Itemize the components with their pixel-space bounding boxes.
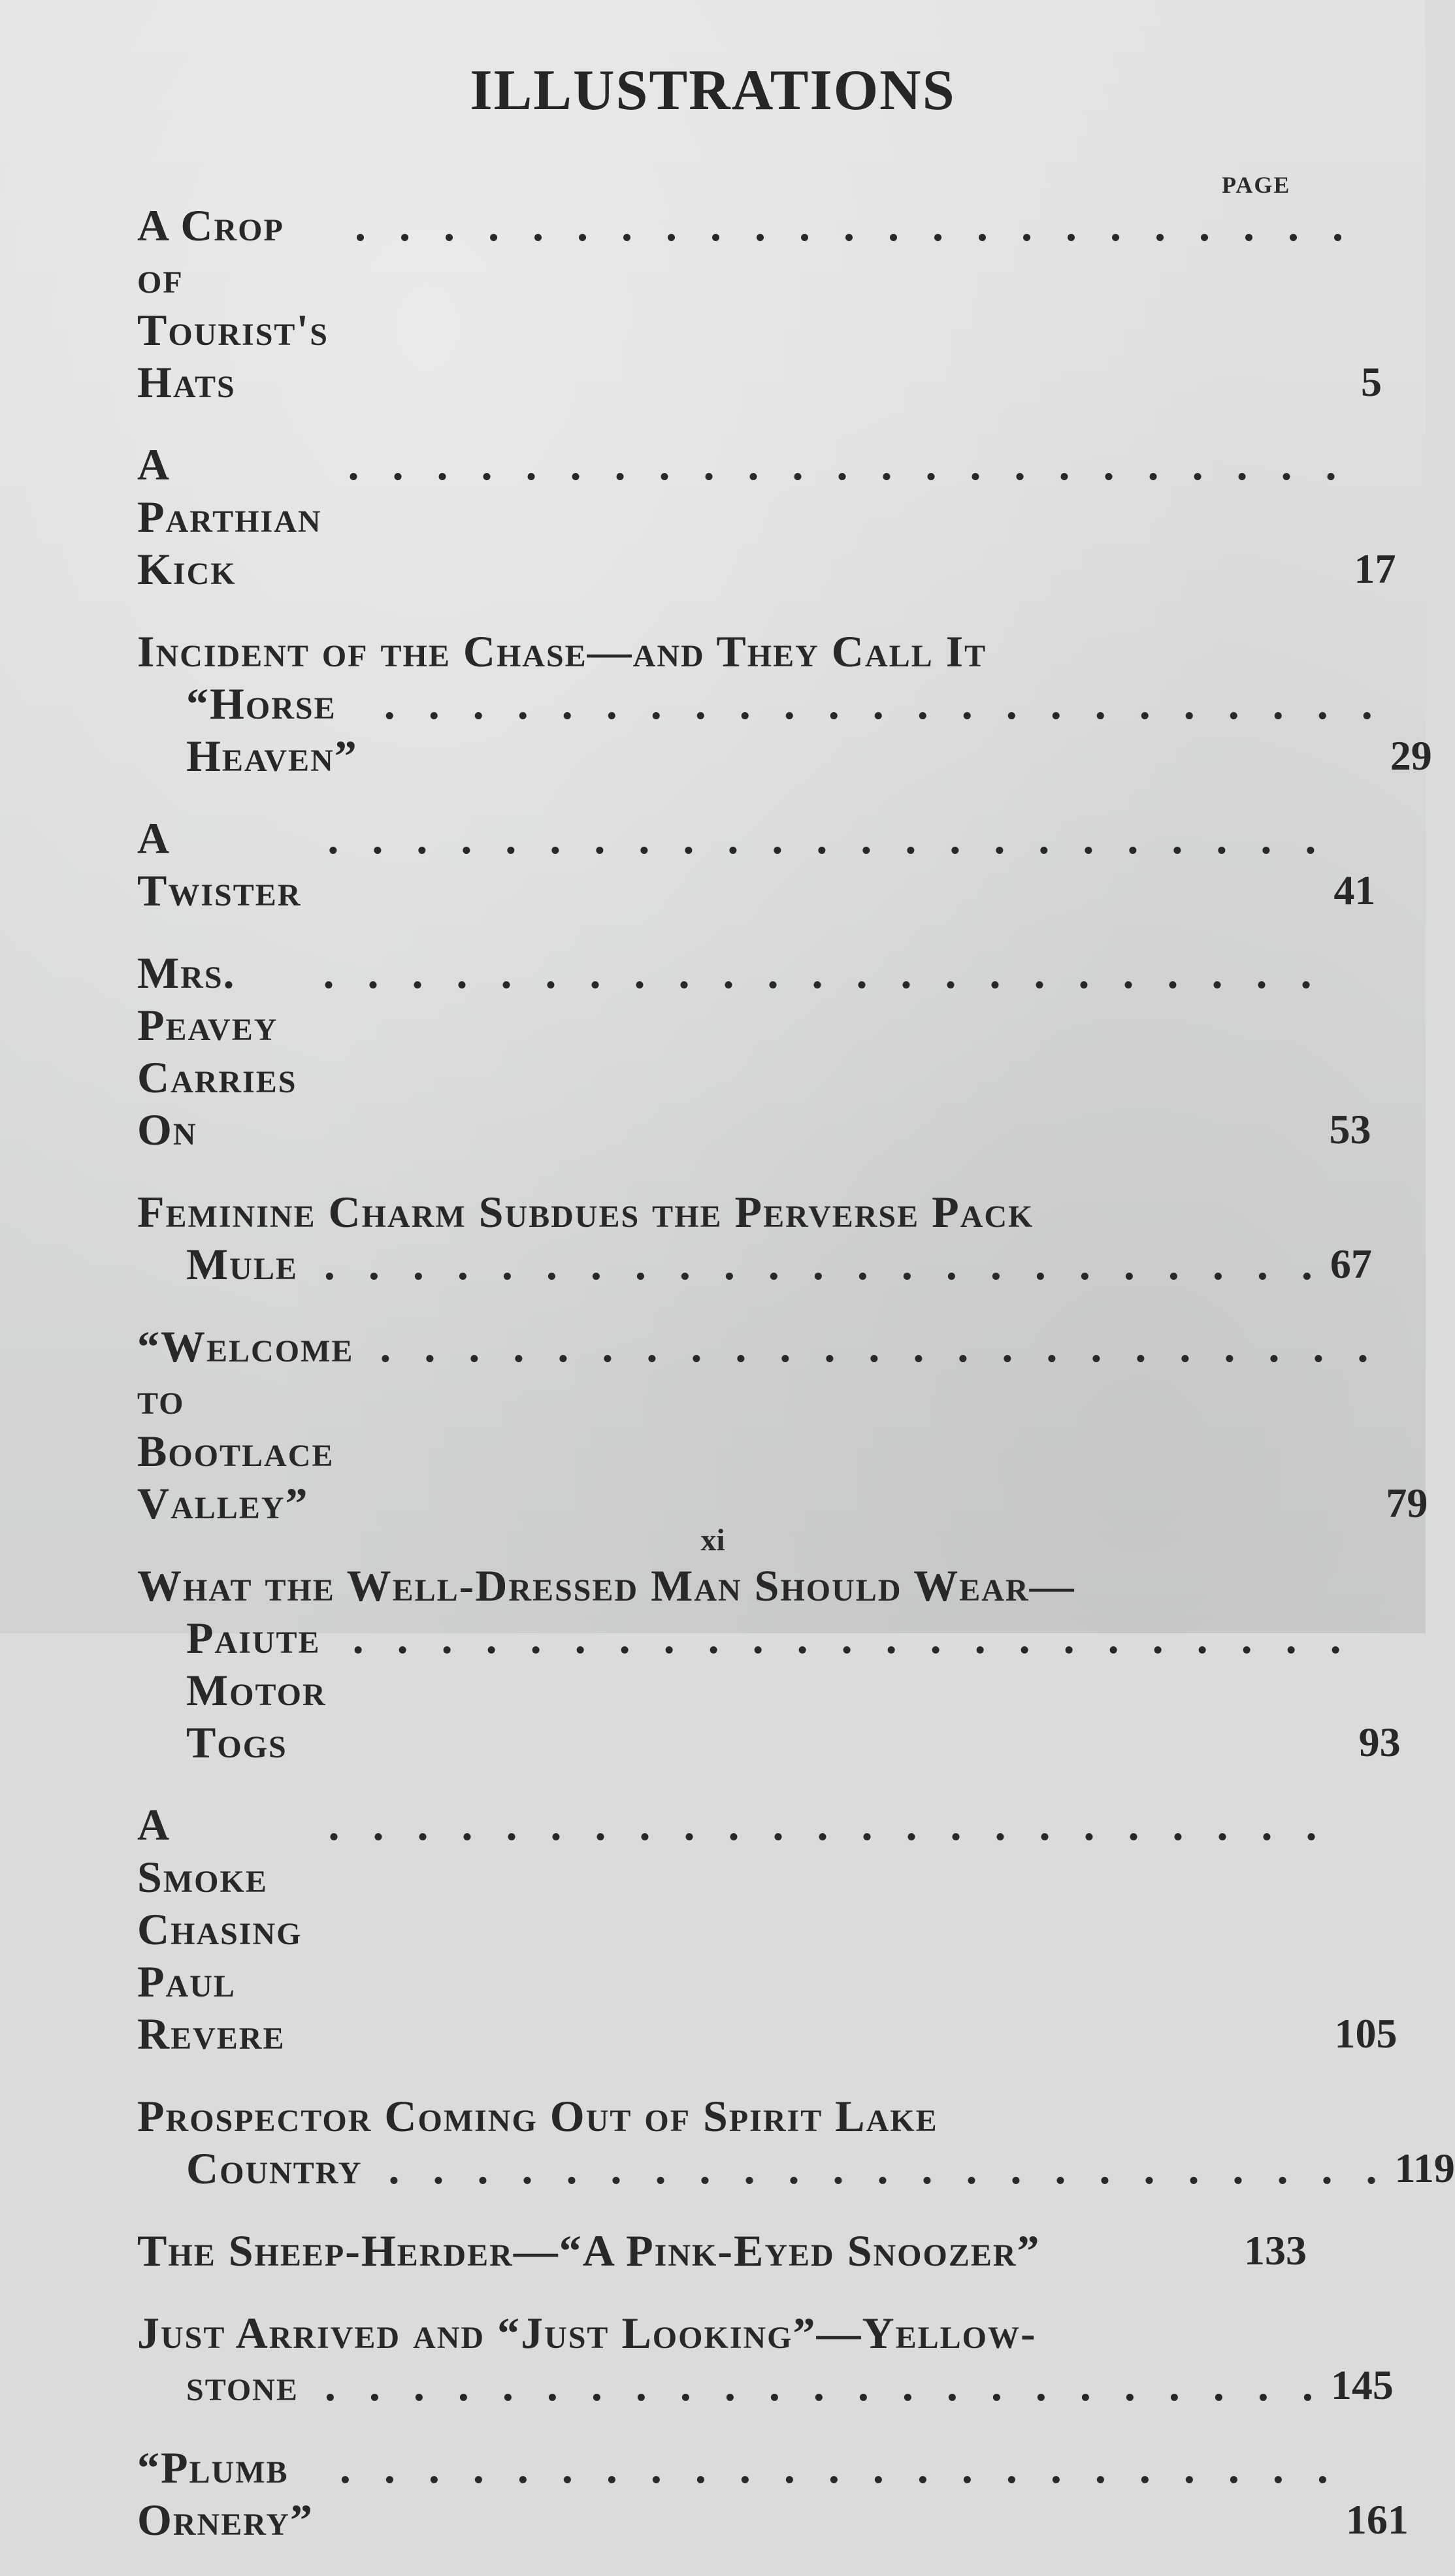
entry-line: Mule (186, 1239, 298, 1289)
dot-leader (325, 2359, 1324, 2411)
dot-leader (323, 947, 1322, 999)
page-folio: xi (700, 1523, 725, 1557)
list-entry (137, 625, 1432, 782)
dot-leader (340, 2441, 1339, 2494)
entry-line: Country (186, 2144, 363, 2193)
page-column-label: PAGE (1222, 172, 1291, 198)
list-entry (137, 947, 1371, 1156)
entry-title (137, 2441, 1346, 2546)
entry-title (137, 2090, 1394, 2194)
entry-line: A Parthian Kick (137, 440, 322, 594)
list-entry (137, 1320, 1428, 1529)
list-entry (137, 2441, 1409, 2546)
entry-page-number: 133 (1244, 2227, 1307, 2274)
dot-leader (384, 677, 1384, 730)
entry-page-number: 161 (1345, 2496, 1409, 2543)
entry-title (137, 199, 1361, 408)
list-entry (137, 2090, 1455, 2194)
entry-line: “Horse Heaven” (186, 679, 358, 781)
dot-leader (328, 1799, 1328, 1851)
entry-line: Just Arrived and “Just Looking”—Yellow- (137, 2308, 1037, 2358)
entry-title (137, 625, 1390, 782)
entry-page-number: 79 (1386, 1480, 1428, 1526)
entry-page-number: 29 (1390, 732, 1432, 779)
entry-line: “Plumb Ornery” (137, 2443, 314, 2545)
page-title: ILLUSTRATIONS (470, 59, 956, 122)
entry-title (137, 812, 1333, 917)
entry-page-number: 67 (1330, 1241, 1372, 1287)
list-entry (137, 1559, 1401, 1769)
entry-page-number: 105 (1334, 2010, 1398, 2057)
list-entry (137, 1799, 1398, 2060)
dot-leader (388, 2142, 1388, 2194)
entry-page-number: 119 (1394, 2145, 1455, 2191)
entry-line: Incident of the Chase—and They Call It (137, 627, 987, 676)
entry-line: A Twister (137, 813, 302, 915)
list-entry (137, 812, 1376, 917)
entry-line: What the Well-Dressed Man Should Wear— (137, 1561, 1075, 1610)
illustrations-list (137, 199, 1455, 2576)
dot-leader (348, 438, 1348, 491)
list-entry (137, 2307, 1394, 2411)
entry-title (137, 1186, 1330, 1290)
entry-title (137, 1799, 1334, 2060)
entry-page-number: 41 (1333, 867, 1376, 913)
entry-page-number: 17 (1354, 546, 1396, 592)
dot-leader (324, 1238, 1324, 1290)
entry-title (137, 1559, 1359, 1769)
entry-line: A Crop of Tourist's Hats (137, 201, 329, 407)
entry-line: A Smoke Chasing Paul Revere (137, 1800, 302, 2059)
entry-line: Prospector Coming Out of Spirit Lake (137, 2091, 938, 2141)
entry-line: stone (186, 2360, 299, 2410)
dot-leader (353, 1612, 1352, 1664)
list-entry (137, 199, 1382, 408)
entry-page-number: 5 (1361, 359, 1382, 405)
entry-line: The Sheep-Herder—“A Pink-Eyed Snoozer” (137, 2226, 1041, 2275)
dot-leader (355, 199, 1354, 252)
entry-page-number: 53 (1329, 1106, 1371, 1152)
entry-title (137, 2307, 1331, 2411)
entry-page-number: 145 (1330, 2362, 1394, 2408)
list-entry (137, 1186, 1372, 1290)
entry-line: Feminine Charm Subdues the Perverse Pack (137, 1187, 1034, 1237)
entry-title (137, 438, 1354, 595)
entry-title (137, 2225, 1183, 2277)
entry-title (137, 947, 1329, 1156)
list-entry (137, 438, 1396, 595)
dot-leader (380, 1320, 1379, 1373)
list-entry (137, 2225, 1307, 2277)
entry-line: “Welcome to Bootlace Valley” (137, 1322, 354, 1528)
entry-line: Paiute Motor Togs (186, 1613, 327, 1767)
dot-leader (327, 812, 1327, 864)
entry-line: Mrs. Peavey Carries On (137, 948, 297, 1154)
entry-page-number: 93 (1358, 1719, 1401, 1765)
entry-title (137, 1320, 1386, 1529)
